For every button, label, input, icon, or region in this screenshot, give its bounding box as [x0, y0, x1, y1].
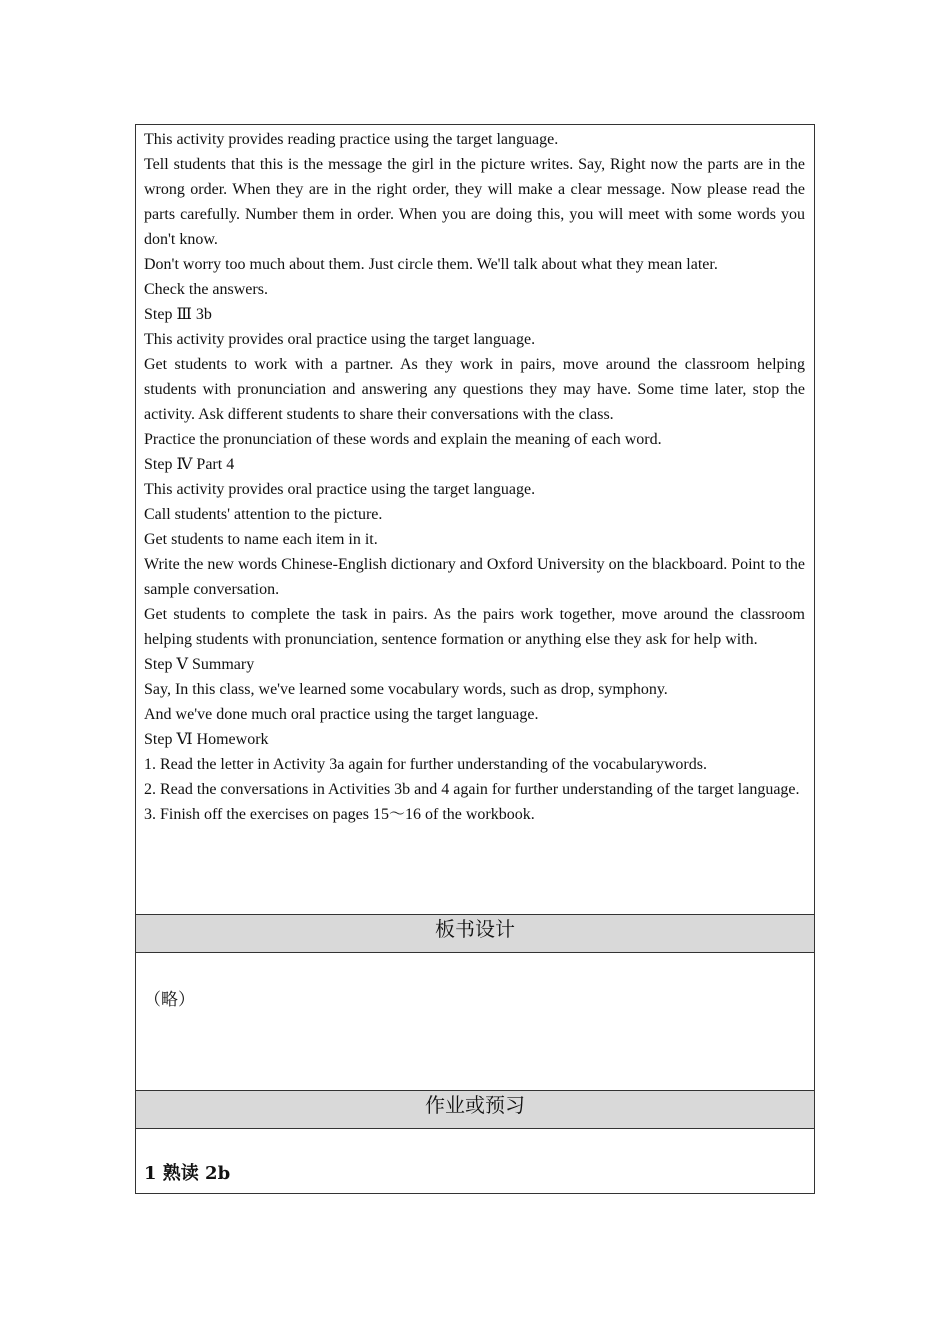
paragraph: Tell students that this is the message the girl in the picture writes. Say, Right now the parts are in the wrong order. When they are in the right order, they will make a clear message. Now please read the parts carefully. Number them in order. When you are doing this, you will meet with some words you don't know. — [144, 156, 805, 248]
homework-item: 2. Read the conversations in Activities 3b and 4 again for further understanding of the target language. — [144, 781, 800, 798]
paragraph: Practice the pronunciation of these words and explain the meaning of each word. — [144, 431, 662, 448]
paragraph: Say, In this class, we've learned some vocabulary words, such as drop, symphony. — [144, 681, 668, 698]
paragraph: Check the answers. — [144, 281, 268, 298]
paragraph: And we've done much oral practice using the target language. — [144, 706, 539, 723]
step-heading: Step Ⅳ Part 4 — [144, 456, 235, 473]
paragraph: Write the new words Chinese-English dictionary and Oxford University on the blackboard. Point to the sample conversation. — [144, 556, 805, 598]
step-heading: Step Ⅴ Summary — [144, 656, 255, 673]
homework-header: 作业或预习 — [136, 1091, 814, 1129]
procedure-cell — [136, 125, 814, 915]
lesson-plan-table — [135, 124, 815, 1194]
homework-cell: 1 熟读 2b — [144, 1163, 231, 1184]
step-heading: Step Ⅵ Homework — [144, 731, 269, 748]
paragraph: Don't worry too much about them. Just circle them. We'll talk about what they mean later. — [144, 256, 718, 273]
paragraph: This activity provides oral practice using the target language. — [144, 481, 536, 498]
paragraph: Get students to name each item in it. — [144, 531, 378, 548]
board-design-cell: （略） — [136, 953, 814, 1091]
board-design-header: 板书设计 — [136, 915, 814, 953]
paragraph: This activity provides oral practice using the target language. — [144, 331, 536, 348]
step-heading: Step Ⅲ 3b — [144, 306, 212, 323]
paragraph: Get students to work with a partner. As they work in pairs, move around the classroom helping students with pronunciation and answering any questions they may have. Some time later, stop the activity. Ask different students to share their conversations with the class. — [144, 356, 805, 423]
paragraph: This activity provides reading practice using the target language. — [144, 131, 559, 148]
paragraph: Get students to complete the task in pairs. As the pairs work together, move around the classroom helping students with pronunciation, sentence formation or anything else they ask for help with. — [144, 606, 805, 648]
homework-item: 1. Read the letter in Activity 3a again for further understanding of the vocabularywords. — [144, 756, 707, 773]
paragraph: Call students' attention to the picture. — [144, 506, 383, 523]
homework-item: 3. Finish off the exercises on pages 15～16 of the workbook. — [144, 806, 535, 823]
